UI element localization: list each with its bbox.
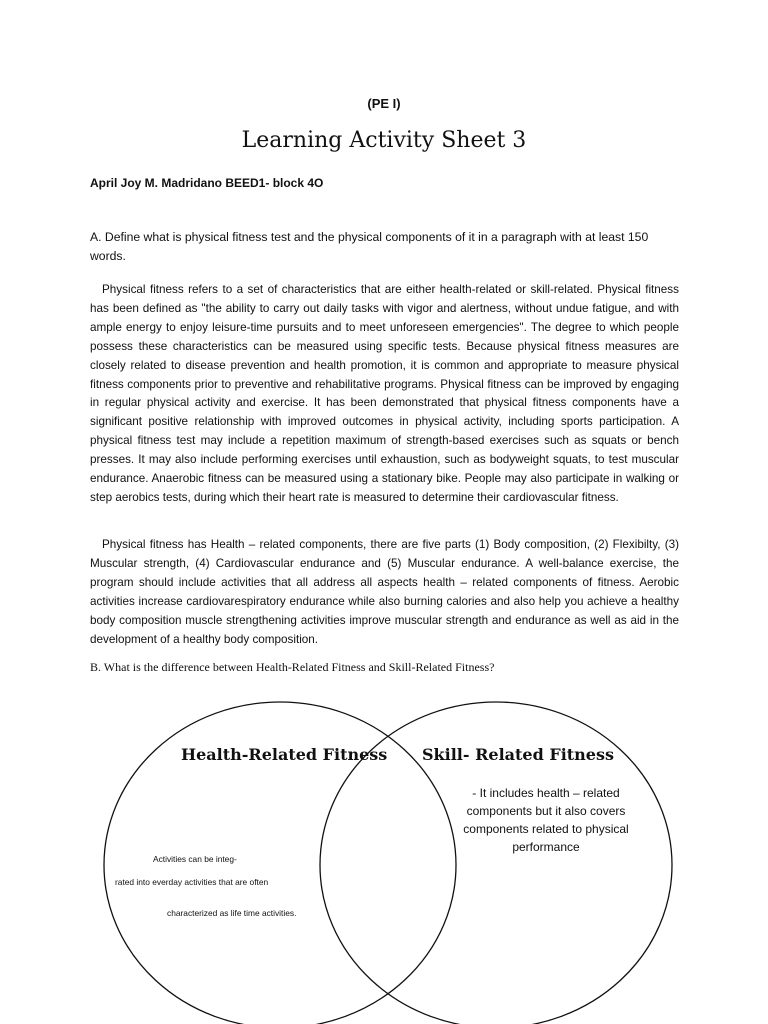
venn-diagram bbox=[0, 690, 768, 1024]
author-line: April Joy M. Madridano BEED1- block 4O bbox=[90, 176, 324, 190]
health-related-note-line-1: Activities can be integ- bbox=[153, 854, 237, 864]
question-b: B. What is the difference between Health-Related Fitness and Skill-Related Fitness? bbox=[90, 660, 495, 674]
answer-paragraph-1: Physical fitness refers to a set of characteristics that are either health-related or skill-related. Physical fitness has been defined as "the ability to carry out daily tasks with vigor and alertness, without undue fatigue, and with ample energy to enjoy leisure-time pursuits and to meet unforeseen emergencies". The degree to which people possess these characteristics can be measured using specific tests. Because physical fitness measures are closely related to disease prevention and health promotion, it is common and appropriate to measure physical fitness components prior to preventive and rehabilitative programs. Physical fitness can be improved by engaging in regular physical activity and exercise. It has been demonstrated that physical fitness components have a significant positive relationship with improved outcomes in physical activity, including sports participation. A physical fitness test may include a repetition maximum of strength-based exercises such as squats or bench presses. It may also include performing exercises until exhaustion, such as bodyweight squats, to test muscular endurance. Anaerobic fitness can be measured using a stationary bike. People may also participate in walking or step aerobics tests, during which their heart rate is measured to determine their cardiovascular fitness. bbox=[90, 283, 679, 504]
health-related-note-line-2: rated into everday activities that are often bbox=[115, 877, 269, 887]
health-related-note-line-3: characterized as life time activities. bbox=[167, 908, 297, 918]
sheet-title: Learning Activity Sheet 3 bbox=[241, 128, 527, 153]
course-label: (PE I) bbox=[367, 96, 401, 111]
venn-title-health: Health-Related Fitness bbox=[181, 745, 388, 764]
question-a: A. Define what is physical fitness test and the physical components of it in a paragraph with at least 150 words. bbox=[90, 230, 649, 263]
venn-title-skill: Skill- Related Fitness bbox=[422, 745, 614, 764]
skill-related-description: - It includes health – related components but it also covers components related to physical performance bbox=[463, 786, 629, 854]
answer-paragraph-2: Physical fitness has Health – related components, there are five parts (1) Body composition, (2) Flexibilty, (3) Muscular strength, (4) Cardiovascular endurance and (5) Muscular endurance. A well-balance exercise, the program should include activities that all address all aspects health – related components of fitness. Aerobic activities increase cardiovarespiratory endurance while also burning calories and also help you achieve a healthy body composition muscle strengthening activities improve muscular strength and endurance as well as aid in the development of a healthy body composition. bbox=[90, 538, 679, 646]
